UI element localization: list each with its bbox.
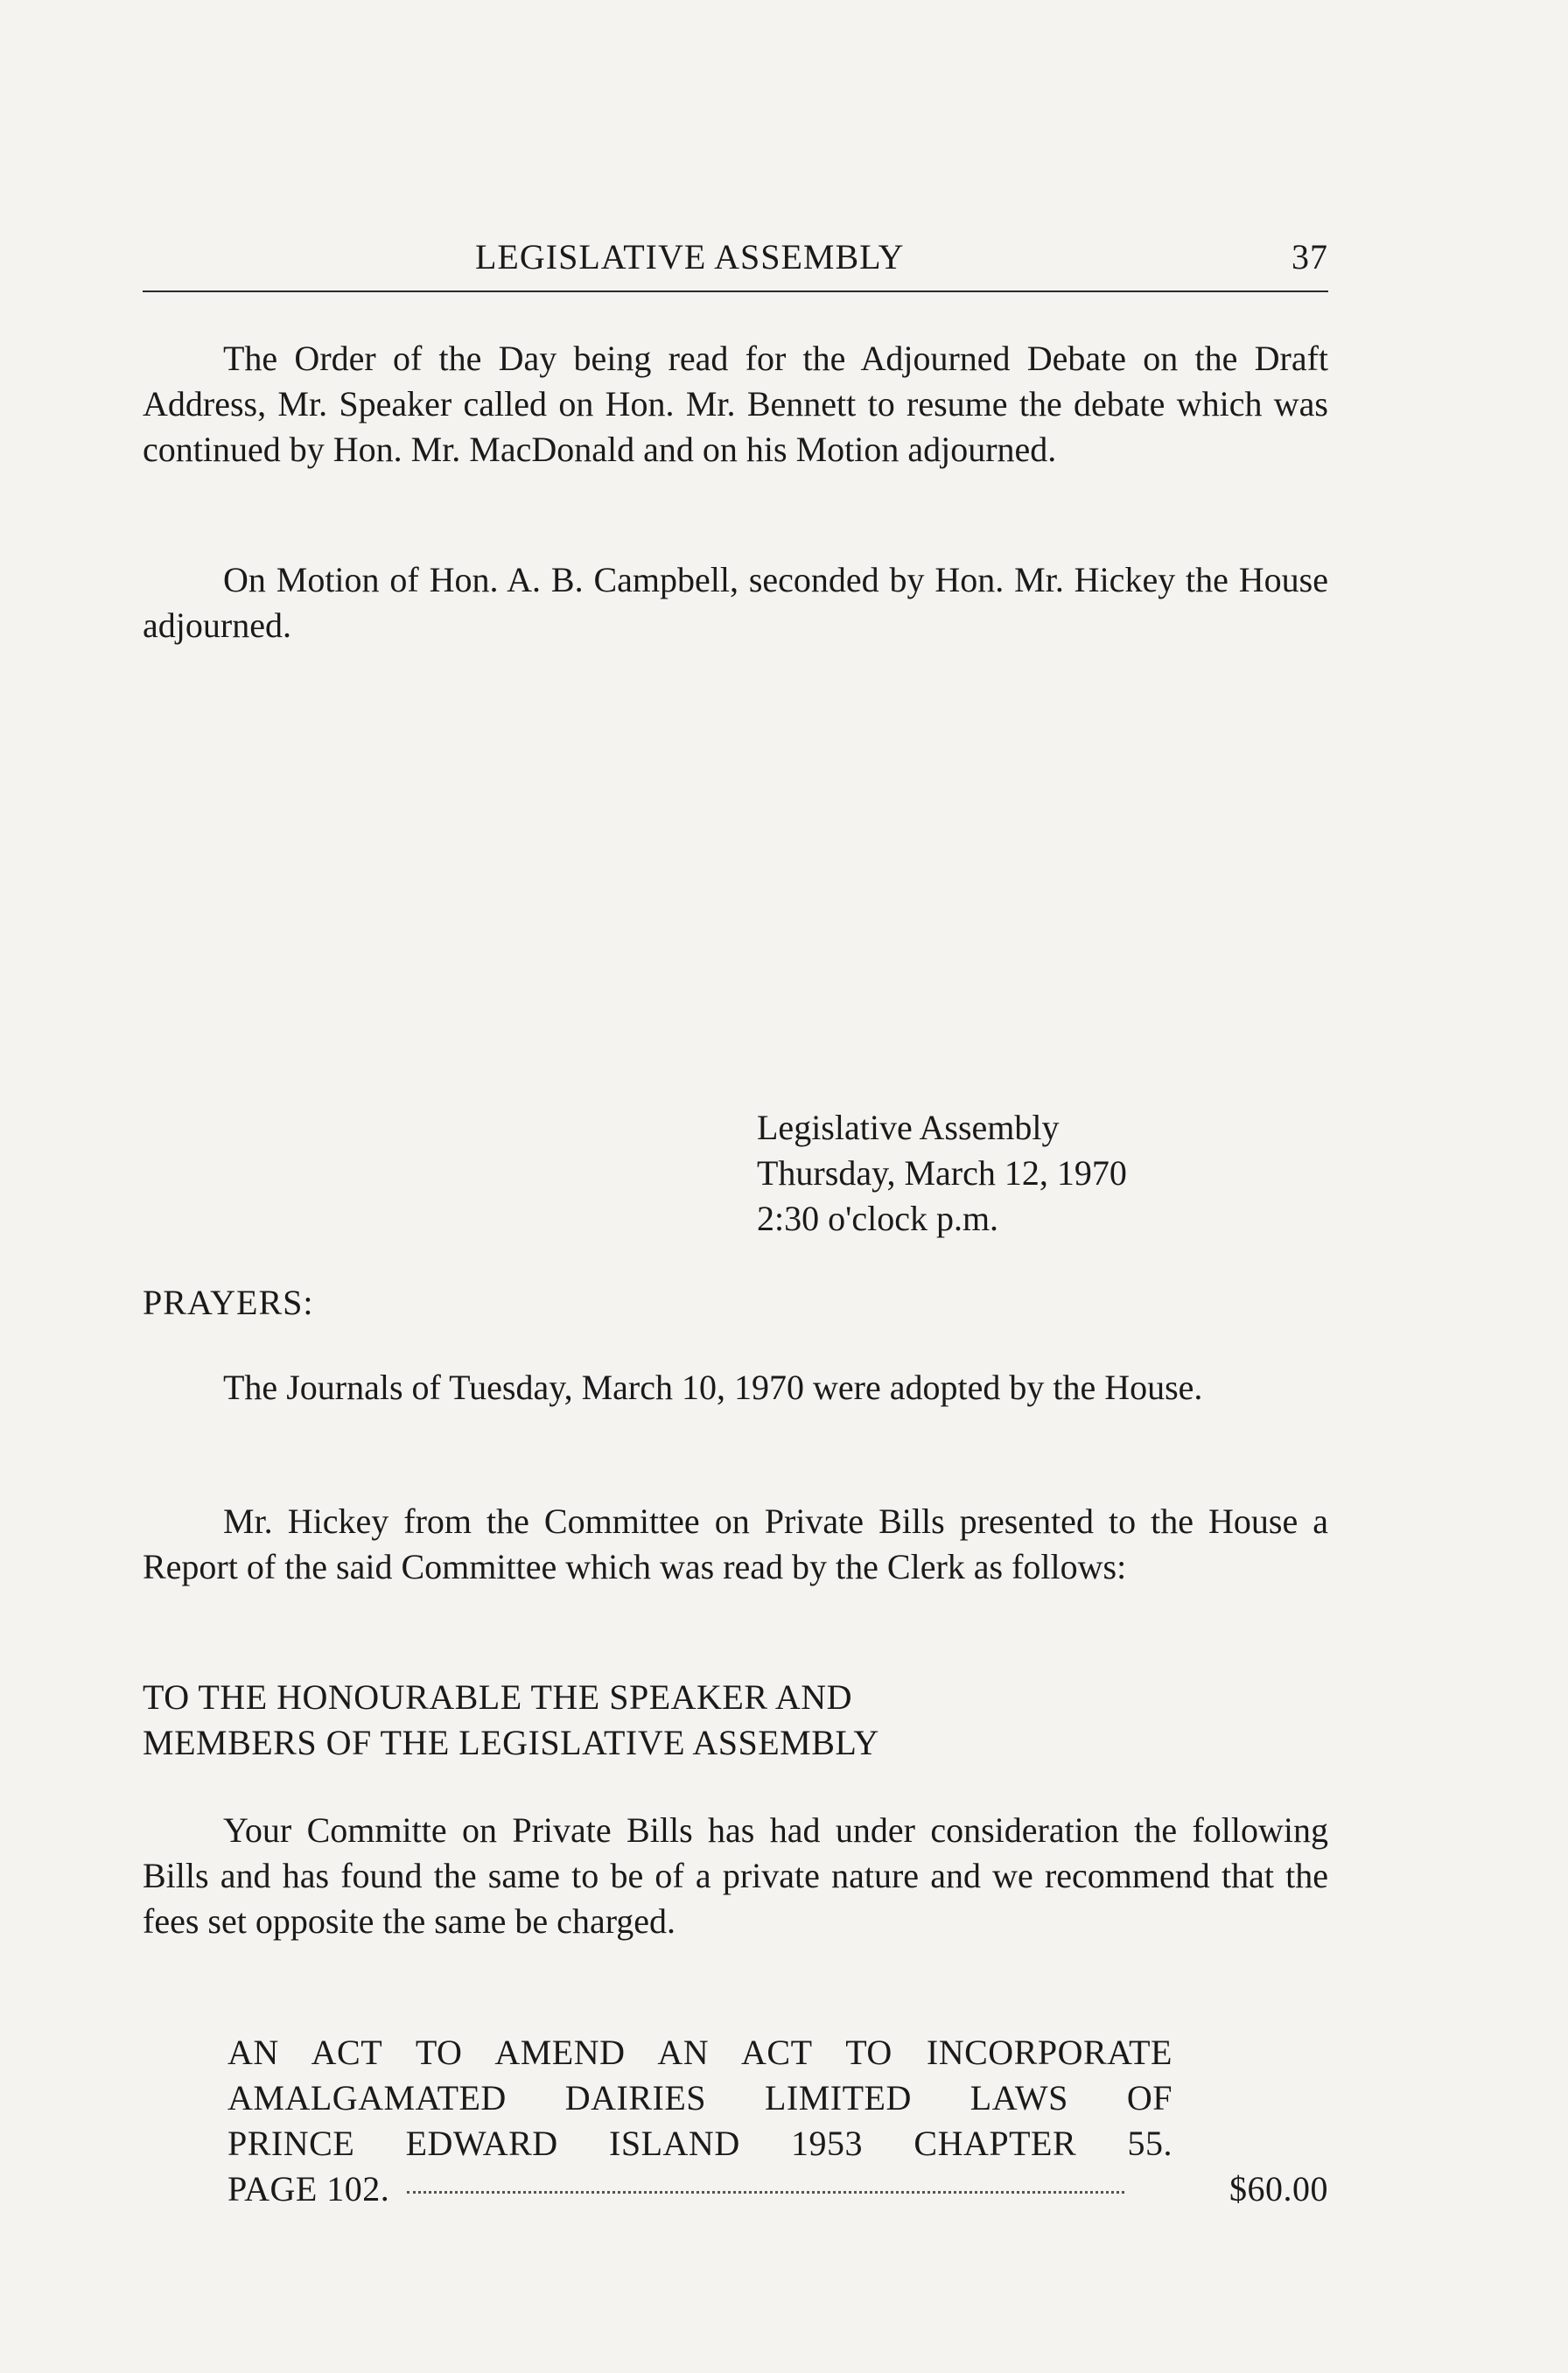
paragraph-committee-report: Mr. Hickey from the Committee on Private Bills presented to the House a Report of the said Committee which was read by the Clerk as follows: bbox=[143, 1502, 1328, 1586]
dateline-time: 2:30 o'clock p.m. bbox=[757, 1199, 999, 1238]
paragraph-committee-recommendation: Your Committe on Private Bills has had under consideration the following Bills and has found the same to be of a private nature and we recommend that the fees set opposite the same be charged. bbox=[143, 1810, 1328, 1941]
bill-page-ref: PAGE 102. bbox=[228, 2169, 390, 2208]
sitting-dateline bbox=[757, 1105, 1127, 1242]
bill-title-line-3: PRINCE EDWARD ISLAND 1953 CHAPTER 55. bbox=[228, 2124, 1172, 2163]
bill-title-line-2: AMALGAMATED DAIRIES LIMITED LAWS OF bbox=[228, 2078, 1172, 2118]
page-number: 37 bbox=[1292, 237, 1328, 276]
address-line-1: TO THE HONOURABLE THE SPEAKER AND bbox=[143, 1677, 852, 1717]
bill-entry bbox=[228, 2030, 1328, 2212]
bill-title-line-4 bbox=[228, 2166, 1328, 2212]
running-header bbox=[143, 236, 1328, 289]
header-title: LEGISLATIVE ASSEMBLY bbox=[475, 237, 905, 276]
bill-title-line-1: AN ACT TO AMEND AN ACT TO INCORPORATE bbox=[228, 2033, 1172, 2072]
prayers-heading: PRAYERS: bbox=[143, 1283, 314, 1322]
report-address bbox=[143, 1675, 879, 1766]
paragraph-adjourned-debate: The Order of the Day being read for the Adjourned Debate on the Draft Address, Mr. Speaker called on Hon. Mr. Bennett to resume the debate which was continued by Hon. Mr. MacDonald and on his Motion adjourned. bbox=[143, 339, 1328, 469]
bill-fee: $60.00 bbox=[1229, 2169, 1328, 2208]
paragraph-house-adjourned: On Motion of Hon. A. B. Campbell, seconded by Hon. Mr. Hickey the House adjourned. bbox=[143, 560, 1328, 645]
address-line-2: MEMBERS OF THE LEGISLATIVE ASSEMBLY bbox=[143, 1723, 879, 1762]
dateline-date: Thursday, March 12, 1970 bbox=[757, 1153, 1127, 1193]
header-rule bbox=[143, 290, 1328, 292]
dot-leader bbox=[407, 2191, 1124, 2194]
paragraph-journals-adopted: The Journals of Tuesday, March 10, 1970 were adopted by the House. bbox=[223, 1368, 1203, 1407]
dateline-assembly: Legislative Assembly bbox=[757, 1108, 1060, 1147]
